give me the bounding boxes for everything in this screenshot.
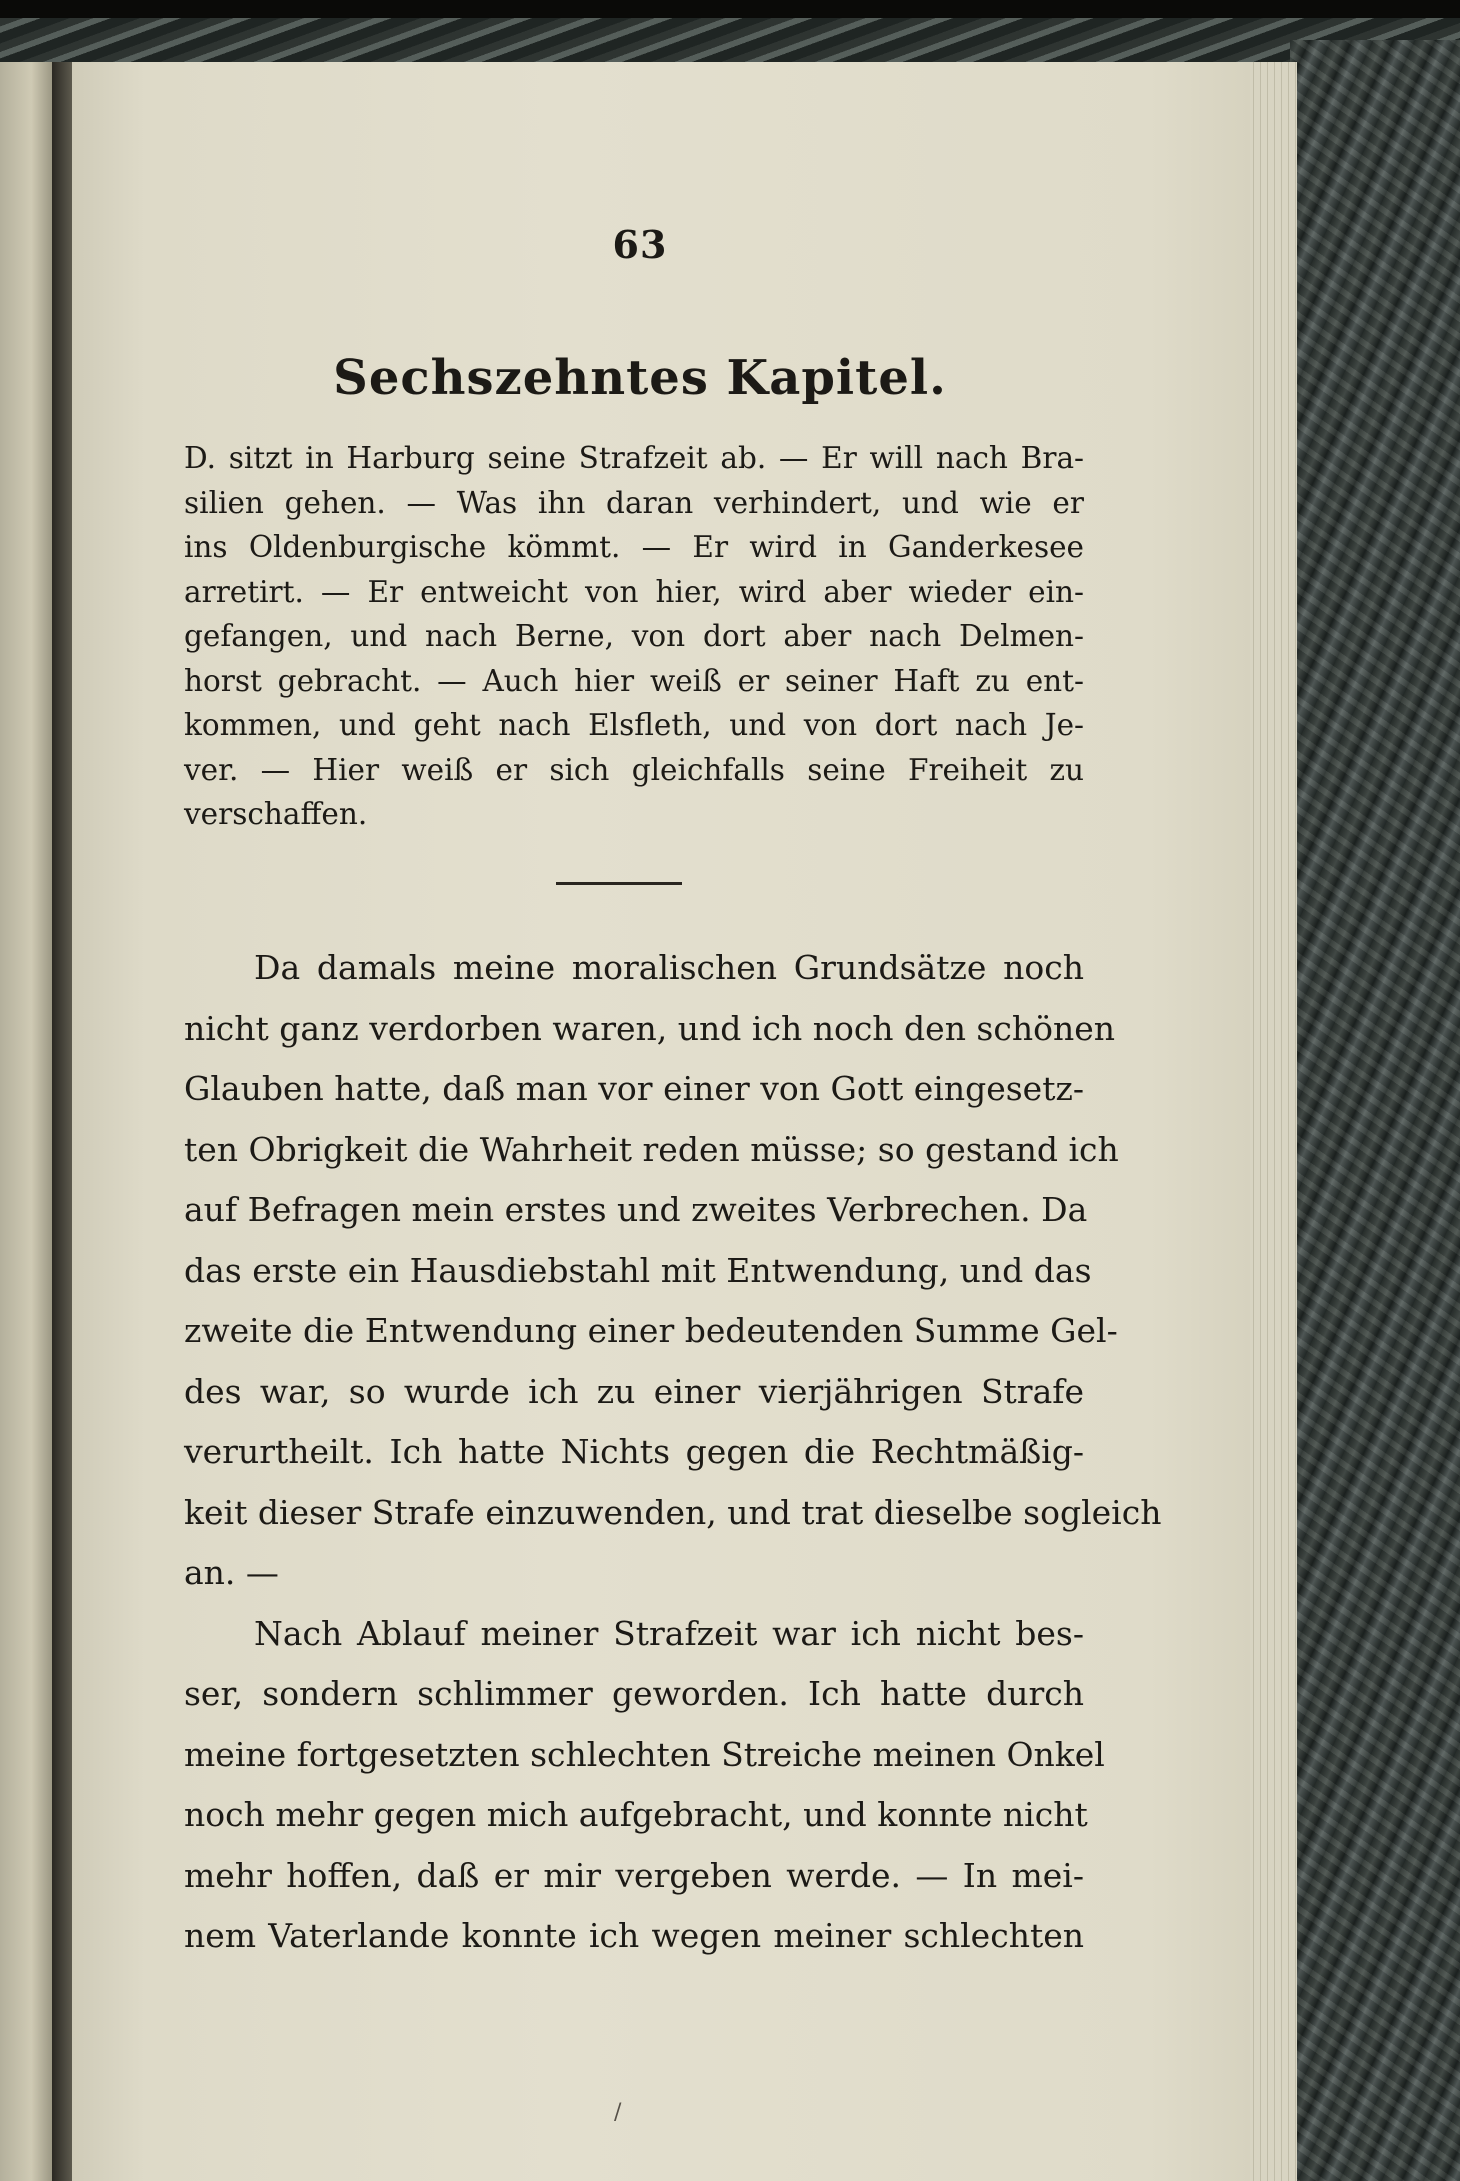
- paragraph: [184, 938, 1162, 1604]
- marbled-cover-board: [1290, 40, 1460, 2181]
- stray-pencil-mark: /: [614, 2100, 622, 2125]
- text-line: mehr hoffen, daß er mir vergeben werde. — In mei-: [184, 1855, 1084, 1895]
- text-line: nicht ganz verdorben waren, und ich noch den schönen: [184, 1008, 1116, 1048]
- text-line: noch mehr gegen mich aufgebracht, und konnte nicht: [184, 1795, 1088, 1834]
- text-line: des war, so wurde ich zu einer vierjährigen Strafe: [184, 1371, 1084, 1411]
- text-line: verurtheilt. Ich hatte Nichts gegen die Rechtmäßig-: [184, 1432, 1084, 1471]
- section-divider: [556, 882, 682, 885]
- page-number: 63: [612, 222, 668, 267]
- chapter-summary: [184, 436, 1084, 837]
- summary-line: arretirt. — Er entweicht von hier, wird aber wieder ein-: [184, 574, 1084, 609]
- previous-page-edge: [0, 62, 52, 2181]
- summary-line: ins Oldenburgische kömmt. — Er wird in Ganderkesee: [184, 530, 1084, 564]
- summary-line: horst gebracht. — Auch hier weiß er seiner Haft zu ent-: [184, 663, 1084, 698]
- text-line: keit dieser Strafe einzuwenden, und trat dieselbe sogleich: [184, 1492, 1162, 1532]
- paragraph: [184, 1604, 1105, 1967]
- text-line: auf Befragen mein erstes und zweites Verbrechen. Da: [184, 1190, 1088, 1229]
- text-line: Da damals meine moralischen Grundsätze noch: [254, 948, 1084, 987]
- chapter-title: Sechszehntes Kapitel.: [333, 350, 947, 406]
- text-line: meine fortgesetzten schlechten Streiche meinen Onkel: [184, 1734, 1105, 1774]
- summary-line: ver. — Hier weiß er sich gleichfalls seine Freiheit zu: [184, 752, 1084, 787]
- body-text: [184, 938, 1162, 1967]
- summary-line: silien gehen. — Was ihn daran verhindert, und wie er: [184, 485, 1084, 520]
- book-gutter: [52, 62, 72, 2181]
- text-line: an. —: [184, 1553, 279, 1592]
- text-line: das erste ein Hausdiebstahl mit Entwendung, und das: [184, 1250, 1092, 1290]
- text-line: ten Obrigkeit die Wahrheit reden müsse; so gestand ich: [184, 1129, 1119, 1169]
- summary-line: verschaffen.: [184, 797, 368, 831]
- text-line: ser, sondern schlimmer geworden. Ich hatte durch: [184, 1674, 1084, 1713]
- text-line: Nach Ablauf meiner Strafzeit war ich nicht bes-: [254, 1613, 1084, 1653]
- text-line: nem Vaterlande konnte ich wegen meiner schlechten: [184, 1916, 1084, 1955]
- page-stack-edge: [1250, 62, 1297, 2181]
- summary-line: kommen, und geht nach Elsfleth, und von dort nach Je-: [184, 708, 1084, 742]
- summary-line: gefangen, und nach Berne, von dort aber nach Delmen-: [184, 619, 1084, 653]
- text-line: zweite die Entwendung einer bedeutenden Summe Gel-: [184, 1311, 1118, 1350]
- text-line: Glauben hatte, daß man vor einer von Gott eingesetz-: [184, 1069, 1084, 1108]
- summary-line: D. sitzt in Harburg seine Strafzeit ab. — Er will nach Bra-: [184, 441, 1084, 475]
